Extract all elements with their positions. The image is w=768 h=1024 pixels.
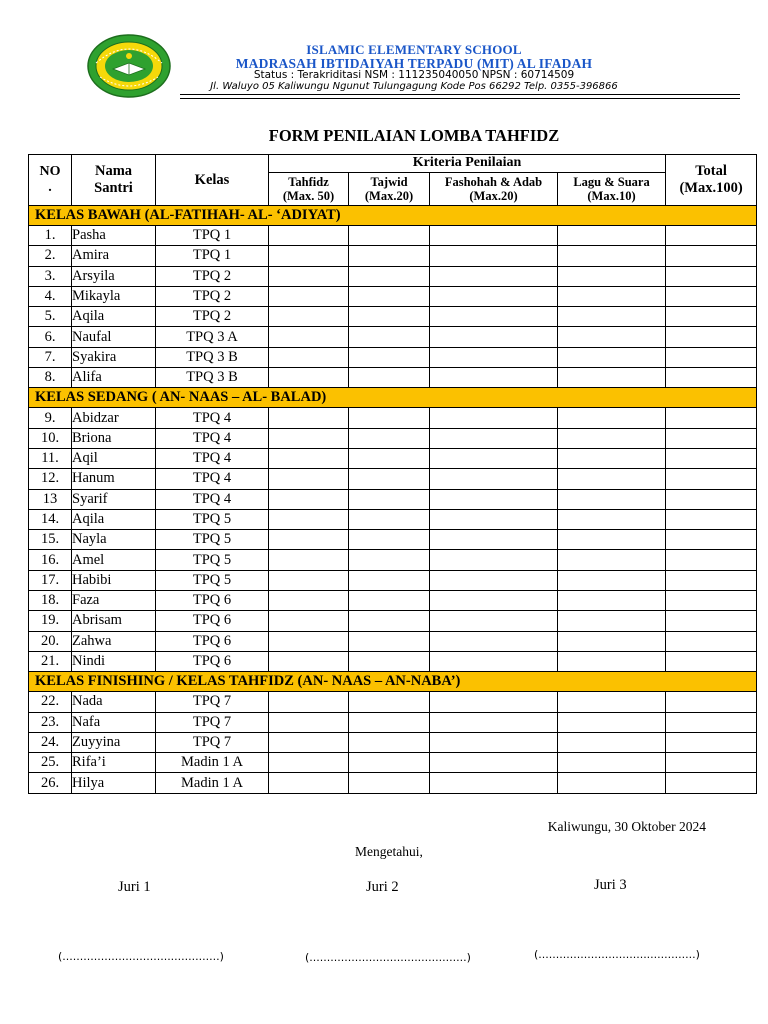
cell-total-score (666, 550, 757, 570)
cell-fashohah-score (430, 226, 558, 246)
cell-lagu-score (558, 448, 666, 468)
cell-tahfidz-score (269, 591, 349, 611)
table-row (29, 489, 757, 509)
cell-fashohah-score (430, 631, 558, 651)
cell-total-score (666, 246, 757, 266)
cell-no: 17. (29, 570, 72, 590)
cell-lagu-score (558, 286, 666, 306)
school-name: MADRASAH IBTIDAIYAH TERPADU (MIT) AL IFADAH (235, 56, 593, 71)
cell-lagu-score (558, 408, 666, 428)
cell-total-score (666, 448, 757, 468)
school-type: ISLAMIC ELEMENTARY SCHOOL (306, 42, 522, 57)
cell-tajwid-score (349, 651, 430, 671)
table-row (29, 408, 757, 428)
table-row (29, 712, 757, 732)
cell-nama-santri: Amel (72, 550, 156, 570)
cell-tahfidz-score (269, 692, 349, 712)
cell-fashohah-score (430, 428, 558, 448)
cell-fashohah-score (430, 591, 558, 611)
cell-fashohah-score (430, 530, 558, 550)
cell-nama-santri: Alifa (72, 368, 156, 388)
cell-tahfidz-score (269, 530, 349, 550)
cell-lagu-score (558, 550, 666, 570)
cell-tahfidz-score (269, 266, 349, 286)
cell-fashohah-score (430, 611, 558, 631)
judge-1-signature-line: (.............................................) (58, 950, 224, 963)
cell-tahfidz-score (269, 570, 349, 590)
cell-kelas: TPQ 2 (156, 286, 269, 306)
table-row (29, 246, 757, 266)
table-row (29, 773, 757, 793)
cell-no: 15. (29, 530, 72, 550)
cell-nama-santri: Nayla (72, 530, 156, 550)
cell-nama-santri: Aqila (72, 509, 156, 529)
cell-kelas: TPQ 3 B (156, 368, 269, 388)
cell-no: 8. (29, 368, 72, 388)
cell-tahfidz-score (269, 327, 349, 347)
letterhead (0, 0, 768, 100)
cell-kelas: TPQ 5 (156, 550, 269, 570)
cell-tahfidz-score (269, 448, 349, 468)
cell-tajwid-score (349, 327, 430, 347)
table-row (29, 327, 757, 347)
place-date: Kaliwungu, 30 Oktober 2024 (547, 819, 706, 834)
section-title: KELAS FINISHING / KELAS TAHFIDZ (AN- NAAS – AN-NABA’) (29, 672, 757, 692)
cell-nama-santri: Briona (72, 428, 156, 448)
cell-total-score (666, 509, 757, 529)
cell-kelas: TPQ 6 (156, 611, 269, 631)
cell-lagu-score (558, 428, 666, 448)
cell-tajwid-score (349, 509, 430, 529)
cell-fashohah-score (430, 773, 558, 793)
cell-tajwid-score (349, 428, 430, 448)
cell-nama-santri: Nindi (72, 651, 156, 671)
table-row (29, 307, 757, 327)
cell-nama-santri: Hilya (72, 773, 156, 793)
cell-total-score (666, 266, 757, 286)
table-row (29, 591, 757, 611)
cell-tajwid-score (349, 773, 430, 793)
cell-no: 19. (29, 611, 72, 631)
cell-no: 20. (29, 631, 72, 651)
cell-kelas: TPQ 7 (156, 712, 269, 732)
cell-nama-santri: Abrisam (72, 611, 156, 631)
cell-kelas: Madin 1 A (156, 753, 269, 773)
cell-fashohah-score (430, 651, 558, 671)
cell-total-score (666, 773, 757, 793)
cell-tahfidz-score (269, 347, 349, 367)
cell-tajwid-score (349, 448, 430, 468)
cell-total-score (666, 530, 757, 550)
section-header-row (29, 672, 757, 692)
cell-lagu-score (558, 530, 666, 550)
cell-total-score (666, 489, 757, 509)
table-row (29, 266, 757, 286)
cell-fashohah-score (430, 692, 558, 712)
table-row (29, 448, 757, 468)
cell-lagu-score (558, 489, 666, 509)
header-total: Total (Max.100) (666, 155, 757, 206)
cell-lagu-score (558, 266, 666, 286)
school-status: Status : Terakriditasi NSM : 111235040050 NPSN : 60714509 (253, 69, 575, 81)
cell-no: 1. (29, 226, 72, 246)
cell-no: 18. (29, 591, 72, 611)
cell-fashohah-score (430, 448, 558, 468)
cell-fashohah-score (430, 753, 558, 773)
cell-nama-santri: Zuyyina (72, 732, 156, 752)
cell-kelas: TPQ 2 (156, 307, 269, 327)
cell-total-score (666, 347, 757, 367)
cell-kelas: TPQ 5 (156, 530, 269, 550)
table-row (29, 651, 757, 671)
cell-no: 16. (29, 550, 72, 570)
cell-tahfidz-score (269, 631, 349, 651)
cell-tajwid-score (349, 530, 430, 550)
judge-3-signature-line: (.............................................) (534, 948, 700, 961)
table-row (29, 692, 757, 712)
table-row (29, 286, 757, 306)
cell-lagu-score (558, 692, 666, 712)
table-row (29, 753, 757, 773)
table-row (29, 509, 757, 529)
cell-kelas: TPQ 1 (156, 226, 269, 246)
school-address: Jl. Waluyo 05 Kaliwungu Ngunut Tulungagung Kode Pos 66292 Telp. 0355-396866 (210, 81, 618, 92)
table-row (29, 347, 757, 367)
cell-nama-santri: Arsyila (72, 266, 156, 286)
cell-tajwid-score (349, 347, 430, 367)
cell-total-score (666, 712, 757, 732)
cell-no: 5. (29, 307, 72, 327)
cell-lagu-score (558, 753, 666, 773)
cell-lagu-score (558, 307, 666, 327)
cell-fashohah-score (430, 368, 558, 388)
cell-lagu-score (558, 651, 666, 671)
cell-tajwid-score (349, 692, 430, 712)
cell-kelas: TPQ 7 (156, 732, 269, 752)
section-title: KELAS SEDANG ( AN- NAAS – AL- BALAD) (29, 388, 757, 408)
cell-tahfidz-score (269, 286, 349, 306)
cell-fashohah-score (430, 570, 558, 590)
form-title: FORM PENILAIAN LOMBA TAHFIDZ (268, 126, 560, 145)
cell-fashohah-score (430, 732, 558, 752)
cell-kelas: TPQ 3 B (156, 347, 269, 367)
cell-nama-santri: Habibi (72, 570, 156, 590)
cell-lagu-score (558, 327, 666, 347)
header-rule-thin (180, 98, 740, 99)
cell-lagu-score (558, 631, 666, 651)
cell-total-score (666, 286, 757, 306)
acknowledged-label: Mengetahui, (355, 844, 423, 859)
cell-no: 21. (29, 651, 72, 671)
cell-fashohah-score (430, 550, 558, 570)
cell-no: 9. (29, 408, 72, 428)
cell-total-score (666, 428, 757, 448)
header-lagu-suara: Lagu & Suara (Max.10) (558, 173, 666, 206)
cell-tajwid-score (349, 591, 430, 611)
cell-tajwid-score (349, 469, 430, 489)
cell-lagu-score (558, 226, 666, 246)
cell-nama-santri: Nada (72, 692, 156, 712)
cell-tahfidz-score (269, 611, 349, 631)
section-header-row (29, 206, 757, 226)
cell-tajwid-score (349, 246, 430, 266)
cell-nama-santri: Naufal (72, 327, 156, 347)
judge-2-signature-line: (.............................................) (305, 951, 471, 964)
table-row (29, 611, 757, 631)
cell-total-score (666, 732, 757, 752)
cell-fashohah-score (430, 246, 558, 266)
cell-total-score (666, 307, 757, 327)
header-rule (180, 94, 740, 95)
cell-no: 7. (29, 347, 72, 367)
cell-no: 12. (29, 469, 72, 489)
cell-no: 14. (29, 509, 72, 529)
cell-tahfidz-score (269, 712, 349, 732)
table-row (29, 368, 757, 388)
cell-nama-santri: Nafa (72, 712, 156, 732)
cell-no: 10. (29, 428, 72, 448)
cell-lagu-score (558, 611, 666, 631)
cell-total-score (666, 368, 757, 388)
table-row (29, 550, 757, 570)
scoring-table (28, 154, 757, 794)
cell-total-score (666, 469, 757, 489)
cell-lagu-score (558, 773, 666, 793)
judge-1-label: Juri 1 (118, 879, 151, 895)
cell-lagu-score (558, 246, 666, 266)
cell-nama-santri: Faza (72, 591, 156, 611)
header-kriteria-penilaian: Kriteria Penilaian (269, 155, 666, 173)
cell-tajwid-score (349, 489, 430, 509)
header-tahfidz: Tahfidz (Max. 50) (269, 173, 349, 206)
cell-kelas: TPQ 4 (156, 469, 269, 489)
cell-nama-santri: Rifa’i (72, 753, 156, 773)
cell-no: 23. (29, 712, 72, 732)
cell-tajwid-score (349, 307, 430, 327)
cell-nama-santri: Mikayla (72, 286, 156, 306)
cell-tajwid-score (349, 408, 430, 428)
cell-tahfidz-score (269, 773, 349, 793)
cell-fashohah-score (430, 712, 558, 732)
cell-kelas: TPQ 7 (156, 692, 269, 712)
cell-nama-santri: Zahwa (72, 631, 156, 651)
cell-tajwid-score (349, 611, 430, 631)
cell-kelas: TPQ 3 A (156, 327, 269, 347)
cell-tajwid-score (349, 753, 430, 773)
cell-tajwid-score (349, 732, 430, 752)
cell-kelas: TPQ 6 (156, 631, 269, 651)
cell-nama-santri: Amira (72, 246, 156, 266)
cell-nama-santri: Aqil (72, 448, 156, 468)
cell-no: 2. (29, 246, 72, 266)
cell-kelas: TPQ 5 (156, 570, 269, 590)
cell-kelas: TPQ 4 (156, 428, 269, 448)
cell-lagu-score (558, 732, 666, 752)
header-nama-santri: Nama Santri (72, 155, 156, 206)
cell-tahfidz-score (269, 732, 349, 752)
cell-tajwid-score (349, 712, 430, 732)
cell-lagu-score (558, 368, 666, 388)
cell-lagu-score (558, 347, 666, 367)
cell-total-score (666, 570, 757, 590)
cell-no: 24. (29, 732, 72, 752)
header-no: NO . (29, 155, 72, 206)
cell-total-score (666, 408, 757, 428)
cell-fashohah-score (430, 307, 558, 327)
cell-no: 3. (29, 266, 72, 286)
cell-no: 13 (29, 489, 72, 509)
cell-tajwid-score (349, 368, 430, 388)
cell-nama-santri: Syarif (72, 489, 156, 509)
cell-no: 25. (29, 753, 72, 773)
cell-kelas: Madin 1 A (156, 773, 269, 793)
cell-kelas: TPQ 4 (156, 489, 269, 509)
cell-lagu-score (558, 570, 666, 590)
table-row (29, 631, 757, 651)
cell-nama-santri: Syakira (72, 347, 156, 367)
cell-kelas: TPQ 4 (156, 448, 269, 468)
cell-tahfidz-score (269, 246, 349, 266)
cell-fashohah-score (430, 408, 558, 428)
table-row (29, 226, 757, 246)
cell-kelas: TPQ 5 (156, 509, 269, 529)
cell-total-score (666, 651, 757, 671)
cell-lagu-score (558, 469, 666, 489)
cell-nama-santri: Pasha (72, 226, 156, 246)
cell-lagu-score (558, 591, 666, 611)
cell-no: 26. (29, 773, 72, 793)
cell-fashohah-score (430, 286, 558, 306)
cell-fashohah-score (430, 327, 558, 347)
header-fashohah-adab: Fashohah & Adab (Max.20) (430, 173, 558, 206)
cell-kelas: TPQ 2 (156, 266, 269, 286)
cell-nama-santri: Abidzar (72, 408, 156, 428)
cell-tahfidz-score (269, 368, 349, 388)
header-tajwid: Tajwid (Max.20) (349, 173, 430, 206)
cell-tahfidz-score (269, 428, 349, 448)
cell-total-score (666, 631, 757, 651)
cell-tahfidz-score (269, 469, 349, 489)
judge-3-label: Juri 3 (594, 877, 627, 893)
cell-lagu-score (558, 712, 666, 732)
cell-total-score (666, 226, 757, 246)
cell-tajwid-score (349, 266, 430, 286)
cell-tahfidz-score (269, 509, 349, 529)
judge-2-label: Juri 2 (366, 879, 399, 895)
cell-no: 11. (29, 448, 72, 468)
cell-tajwid-score (349, 226, 430, 246)
cell-total-score (666, 327, 757, 347)
cell-nama-santri: Hanum (72, 469, 156, 489)
cell-fashohah-score (430, 489, 558, 509)
cell-nama-santri: Aqila (72, 307, 156, 327)
cell-tahfidz-score (269, 226, 349, 246)
cell-tajwid-score (349, 550, 430, 570)
table-row (29, 570, 757, 590)
table-row (29, 428, 757, 448)
cell-tahfidz-score (269, 408, 349, 428)
cell-lagu-score (558, 509, 666, 529)
cell-fashohah-score (430, 266, 558, 286)
cell-no: 4. (29, 286, 72, 306)
section-header-row (29, 388, 757, 408)
cell-tajwid-score (349, 631, 430, 651)
table-row (29, 530, 757, 550)
cell-kelas: TPQ 6 (156, 651, 269, 671)
cell-tahfidz-score (269, 550, 349, 570)
cell-tajwid-score (349, 570, 430, 590)
cell-tahfidz-score (269, 651, 349, 671)
cell-kelas: TPQ 6 (156, 591, 269, 611)
table-row (29, 469, 757, 489)
header-kelas: Kelas (156, 155, 269, 206)
cell-tahfidz-score (269, 489, 349, 509)
cell-fashohah-score (430, 469, 558, 489)
cell-no: 6. (29, 327, 72, 347)
cell-tahfidz-score (269, 753, 349, 773)
cell-no: 22. (29, 692, 72, 712)
cell-total-score (666, 591, 757, 611)
cell-fashohah-score (430, 347, 558, 367)
cell-total-score (666, 753, 757, 773)
cell-total-score (666, 611, 757, 631)
cell-kelas: TPQ 1 (156, 246, 269, 266)
cell-fashohah-score (430, 509, 558, 529)
section-title: KELAS BAWAH (AL-FATIHAH- AL- ‘ADIYAT) (29, 206, 757, 226)
cell-total-score (666, 692, 757, 712)
cell-tahfidz-score (269, 307, 349, 327)
cell-tajwid-score (349, 286, 430, 306)
table-row (29, 732, 757, 752)
cell-kelas: TPQ 4 (156, 408, 269, 428)
